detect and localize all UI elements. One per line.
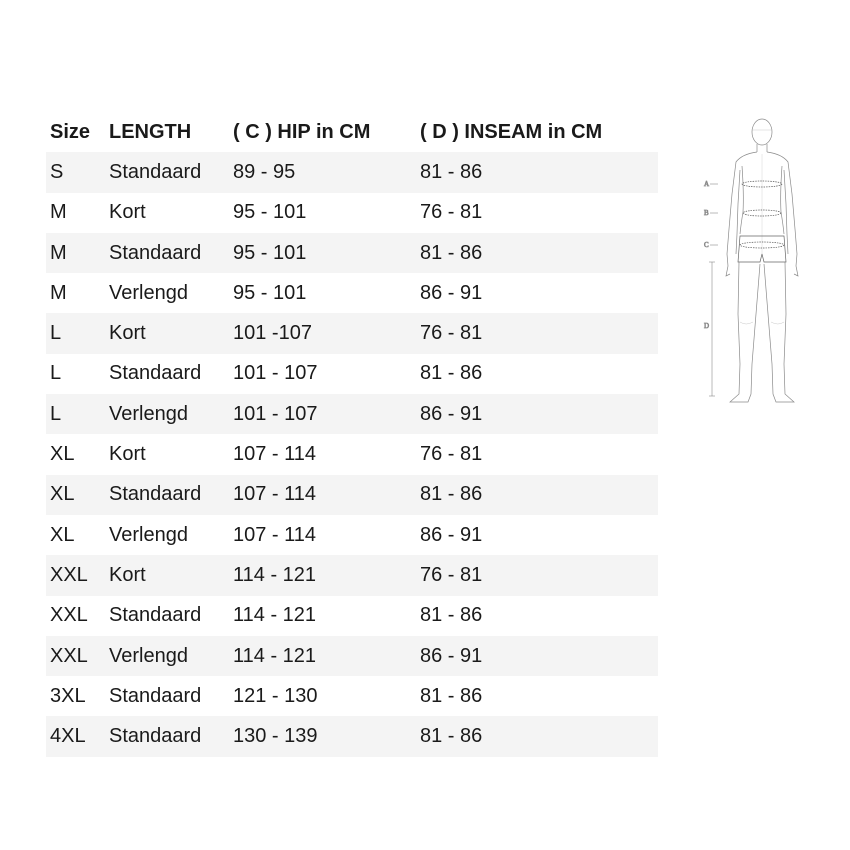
cell-inseam: 81 - 86 bbox=[420, 725, 483, 748]
cell-length: Verlengd bbox=[109, 281, 188, 304]
cell-hip: 114 - 121 bbox=[233, 563, 317, 586]
cell-size: XL bbox=[50, 523, 75, 546]
cell-size: XXL bbox=[50, 563, 88, 586]
cell-size: XL bbox=[50, 483, 75, 506]
cell-inseam: 86 - 91 bbox=[420, 281, 483, 304]
header-inseam: ( D ) INSEAM in CM bbox=[420, 120, 603, 143]
table-row bbox=[46, 354, 658, 394]
cell-inseam: 81 - 86 bbox=[420, 604, 483, 627]
table-row bbox=[46, 596, 658, 636]
cell-inseam: 81 - 86 bbox=[420, 160, 483, 183]
cell-length: Kort bbox=[109, 563, 146, 586]
cell-hip: 95 - 101 bbox=[233, 281, 307, 304]
cell-inseam: 86 - 91 bbox=[420, 644, 483, 667]
cell-inseam: 81 - 86 bbox=[420, 241, 483, 264]
cell-length: Standaard bbox=[109, 160, 202, 183]
cell-inseam: 76 - 81 bbox=[420, 201, 483, 224]
table-row bbox=[46, 313, 658, 353]
label-d: D bbox=[704, 322, 710, 330]
cell-length: Kort bbox=[109, 322, 146, 345]
header-hip: ( C ) HIP in CM bbox=[233, 120, 371, 143]
label-a: A bbox=[704, 180, 710, 188]
table-row bbox=[46, 394, 658, 434]
cell-length: Standaard bbox=[109, 241, 202, 264]
cell-hip: 101 - 107 bbox=[233, 402, 318, 425]
cell-size: L bbox=[50, 402, 62, 425]
table-row bbox=[46, 193, 658, 233]
table-row bbox=[46, 716, 658, 756]
cell-size: L bbox=[50, 322, 62, 345]
table-body bbox=[46, 152, 658, 756]
cell-hip: 89 - 95 bbox=[233, 160, 296, 183]
cell-inseam: 76 - 81 bbox=[420, 563, 483, 586]
cell-hip: 107 - 114 bbox=[233, 523, 317, 546]
table-row bbox=[46, 515, 658, 555]
cell-inseam: 81 - 86 bbox=[420, 483, 483, 506]
table-row bbox=[46, 676, 658, 716]
cell-hip: 95 - 101 bbox=[233, 241, 307, 264]
cell-size: 4XL bbox=[50, 725, 86, 748]
cell-size: XL bbox=[50, 443, 75, 466]
cell-size: M bbox=[50, 281, 67, 304]
table-header-row bbox=[46, 112, 658, 152]
cell-hip: 101 -107 bbox=[233, 322, 312, 345]
body-measurement-figure-icon bbox=[696, 114, 814, 408]
cell-size: XXL bbox=[50, 604, 88, 627]
cell-size: 3XL bbox=[50, 684, 86, 707]
size-chart-table bbox=[46, 112, 658, 757]
cell-size: M bbox=[50, 201, 67, 224]
cell-hip: 114 - 121 bbox=[233, 604, 317, 627]
cell-length: Verlengd bbox=[109, 644, 188, 667]
table-row bbox=[46, 555, 658, 595]
header-size: Size bbox=[50, 120, 91, 143]
table-row bbox=[46, 475, 658, 515]
cell-length: Standaard bbox=[109, 362, 202, 385]
cell-size: L bbox=[50, 362, 62, 385]
cell-hip: 121 - 130 bbox=[233, 684, 318, 707]
cell-inseam: 86 - 91 bbox=[420, 523, 483, 546]
label-c: C bbox=[704, 241, 709, 249]
cell-length: Verlengd bbox=[109, 402, 188, 425]
cell-hip: 114 - 121 bbox=[233, 644, 317, 667]
cell-inseam: 81 - 86 bbox=[420, 362, 483, 385]
cell-length: Verlengd bbox=[109, 523, 188, 546]
cell-inseam: 86 - 91 bbox=[420, 402, 483, 425]
cell-hip: 130 - 139 bbox=[233, 725, 318, 748]
cell-length: Standaard bbox=[109, 604, 202, 627]
cell-length: Kort bbox=[109, 443, 146, 466]
cell-size: XXL bbox=[50, 644, 88, 667]
table-row bbox=[46, 233, 658, 273]
cell-hip: 107 - 114 bbox=[233, 443, 317, 466]
cell-length: Standaard bbox=[109, 684, 202, 707]
cell-inseam: 76 - 81 bbox=[420, 322, 483, 345]
cell-inseam: 81 - 86 bbox=[420, 684, 483, 707]
table-row bbox=[46, 434, 658, 474]
cell-inseam: 76 - 81 bbox=[420, 443, 483, 466]
table-row bbox=[46, 273, 658, 313]
cell-length: Standaard bbox=[109, 483, 202, 506]
table-row bbox=[46, 152, 658, 192]
header-length: LENGTH bbox=[109, 120, 192, 143]
table-row bbox=[46, 636, 658, 676]
cell-hip: 95 - 101 bbox=[233, 201, 307, 224]
cell-size: M bbox=[50, 241, 67, 264]
cell-hip: 101 - 107 bbox=[233, 362, 318, 385]
cell-size: S bbox=[50, 160, 64, 183]
cell-length: Kort bbox=[109, 201, 146, 224]
cell-hip: 107 - 114 bbox=[233, 483, 317, 506]
label-b: B bbox=[704, 209, 709, 217]
cell-length: Standaard bbox=[109, 725, 202, 748]
